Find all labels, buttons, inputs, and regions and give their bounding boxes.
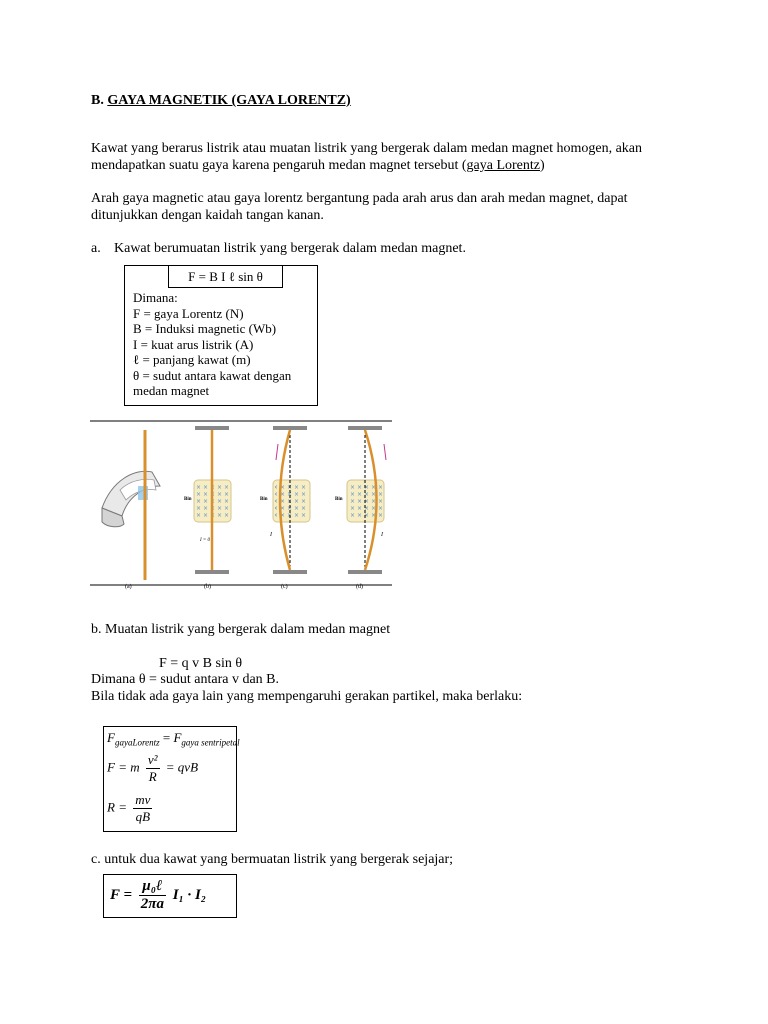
lorentz-figure-svg	[90, 420, 392, 592]
paragraph-1-close: )	[539, 158, 545, 173]
eq-row-2-num: v²	[147, 752, 158, 767]
panel-label-a: (a)	[125, 584, 132, 590]
eq-row-1-lhs: F	[107, 730, 115, 745]
paragraph-2-line-1: Arah gaya magnetic atau gaya lorentz bergantung pada arah arus dan arah medan magnet, dapat	[91, 191, 628, 206]
eq-row-3-lhs: R =	[107, 799, 127, 815]
section-b-title: b. Muatan listrik yang bergerak dalam medan magnet	[91, 622, 391, 637]
section-c-lhs: F =	[110, 886, 133, 903]
eq-row-2	[107, 752, 198, 785]
panel-d	[347, 426, 386, 574]
eq-row-3-num: mv	[135, 792, 151, 807]
i-label-c: I	[270, 532, 272, 538]
lorentz-figure	[90, 420, 392, 592]
legend-line: θ = sudut antara kawat dengan	[133, 367, 292, 383]
panel-label-c: (c)	[281, 584, 288, 590]
legend-line: Dimana:	[133, 290, 178, 305]
panel-b	[194, 426, 231, 574]
legend-line: F = gaya Lorentz (N)	[133, 305, 244, 321]
section-b-formula: F = q v B sin θ	[159, 656, 243, 671]
eq-row-3	[107, 792, 155, 825]
legend-lines	[133, 290, 291, 399]
panel-label-b: (b)	[204, 584, 211, 590]
b-label-b: Bin	[184, 497, 192, 502]
panel-a	[102, 430, 160, 580]
section-c-den: 2πa	[140, 896, 164, 912]
section-b-note: Bila tidak ada gaya lain yang mempengaruhi gerakan partikel, maka berlaku:	[91, 689, 523, 704]
section-heading	[91, 93, 351, 109]
legend-line: I = kuat arus listrik (A)	[133, 336, 254, 352]
paragraph-1-text: mendapatkan suatu gaya karena pengaruh medan magnet tersebut (	[91, 158, 467, 173]
section-c-num: μ₀ℓ	[139, 878, 166, 896]
formula-a-box	[168, 265, 283, 288]
gaya-lorentz-link[interactable]: gaya Lorentz	[466, 158, 540, 173]
section-a-text: Kawat berumuatan listrik yang bergerak dalam medan magnet.	[114, 241, 466, 256]
eq-row-1-rhs-sub: gaya sentripetal	[181, 737, 240, 748]
eq-row-1-rhs: F	[173, 730, 182, 745]
paragraph-1-line-1: Kawat yang berarus listrik atau muatan listrik yang bergerak dalam medan magnet homogen, akan	[91, 141, 643, 156]
eq-row-2-den: R	[148, 769, 157, 784]
formula-a: F = B I ℓ sin θ	[188, 268, 263, 284]
heading-title: GAYA MAGNETIK (GAYA LORENTZ)	[107, 93, 351, 108]
paragraph-1-line-2	[91, 158, 545, 174]
eq-row-2-rhs: = qvB	[165, 759, 199, 775]
legend-line: B = Induksi magnetic (Wb)	[133, 321, 277, 336]
heading-prefix: B.	[91, 93, 104, 108]
i-label-b: I = 0	[200, 538, 211, 543]
eq-row-3-den: qB	[135, 809, 151, 824]
section-a-marker: a.	[91, 241, 101, 256]
section-c-title: c. untuk dua kawat yang bermuatan listrik yang bergerak sejajar;	[91, 852, 454, 867]
legend-line: medan magnet	[133, 383, 210, 398]
b-label-c: Bin	[260, 497, 268, 502]
panel-label-d: (d)	[356, 584, 363, 590]
b-label-d: Bin	[335, 497, 343, 502]
section-c-rhs: I₁ · I₂	[172, 886, 207, 903]
eq-row-1: $F_{gayaLorentz} = F_{gaya sentripetal}$	[107, 730, 240, 748]
section-b-where: Dimana θ = sudut antara v dan B.	[91, 672, 280, 687]
paragraph-2-line-2: ditunjukkan dengan kaidah tangan kanan.	[91, 208, 324, 223]
section-c-formula	[110, 878, 206, 913]
panel-c	[273, 426, 310, 574]
eq-row-1-lhs-sub: gayaLorentz	[114, 737, 160, 748]
i-label-d: I	[381, 532, 383, 538]
eq-row-2-lhs: F = m	[107, 759, 140, 775]
legend-line: ℓ = panjang kawat (m)	[133, 352, 251, 367]
